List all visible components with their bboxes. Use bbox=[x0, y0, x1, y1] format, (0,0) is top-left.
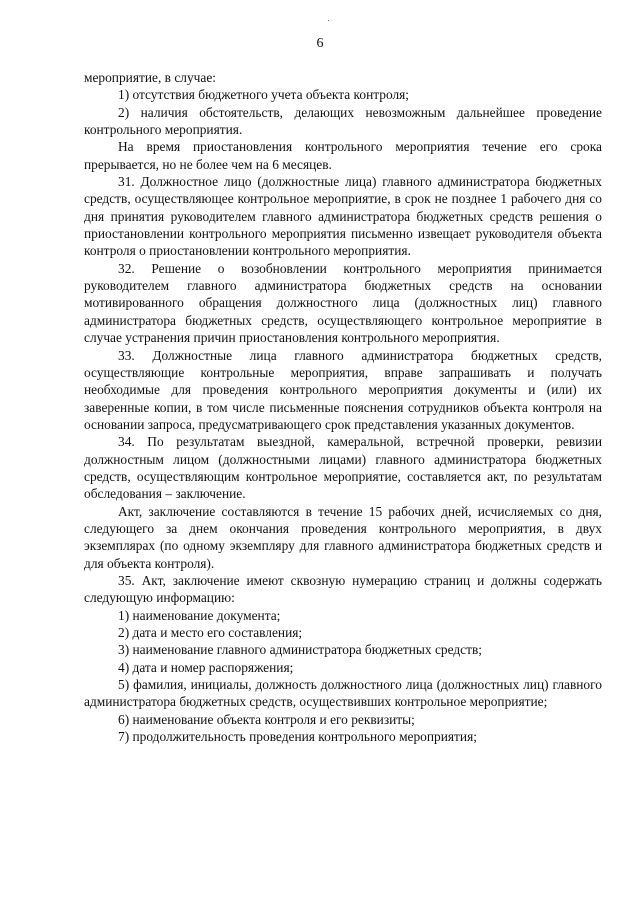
paragraph: 1) наименование документа; bbox=[118, 607, 281, 623]
page-number: 6 bbox=[316, 36, 324, 51]
paragraph: Акт, заключение составляются в течение 15 рабочих дней, исчисляемых со дня, следующего за днем окончания проведения контрольного мероприятия, в двух экземплярах (по одному экземпляру для главного администратора бюджетных средств и для объекта контроля). bbox=[84, 503, 602, 571]
paragraph: 6) наименование объекта контроля и его реквизиты; bbox=[118, 711, 415, 727]
paragraph: На время приостановления контрольного мероприятия течение его срока прерывается, но не более чем на 6 месяцев. bbox=[84, 139, 602, 172]
scan-speck bbox=[328, 20, 329, 21]
paragraph: 3) наименование главного администратора бюджетных средств; bbox=[118, 642, 483, 658]
paragraph: 7) продолжительность проведения контрольного мероприятия; bbox=[118, 729, 477, 745]
paragraph: 5) фамилия, инициалы, должность должностного лица (должностных лиц) главного администратора бюджетных средств, осуществивших контрольное мероприятие; bbox=[84, 677, 602, 710]
paragraph: 32. Решение о возобновлении контрольного мероприятия принимается руководителем главного администратора бюджетных средств на основании мотивированного обращения должностного лица (должностных лиц) главного администратора бюджетных средств, осуществляющего контрольное мероприятие в случае устранения причин приостановления контрольного мероприятия. bbox=[84, 260, 602, 346]
paragraph: 4) дата и номер распоряжения; bbox=[118, 659, 294, 675]
paragraph: 34. По результатам выездной, камеральной, встречной проверки, ревизии должностным лицом (должностными лицами) главного администратора бюджетных средств, осуществляющим контрольное мероприятие, составляется акт, по результатам обследования – заключение. bbox=[84, 434, 602, 502]
paragraph: 2) дата и место его составления; bbox=[118, 625, 303, 640]
paragraph: 1) отсутствия бюджетного учета объекта контроля; bbox=[118, 87, 410, 103]
paragraph: 35. Акт, заключение имеют сквозную нумерацию страниц и должны содержать следующую информацию: bbox=[84, 572, 602, 606]
document-body bbox=[84, 69, 602, 745]
paragraph: мероприятие, в случае: bbox=[84, 70, 216, 85]
paragraph: 33. Должностные лица главного администратора бюджетных средств, осуществляющие контрольные мероприятия, вправе запрашивать и получать необходимые для проведения контрольного мероприятия документы и (или) их заверенные копии, в том числе письменные пояснения сотрудников объекта контроля на основании запроса, предусматривающего срок представления указанных документов. bbox=[84, 347, 602, 432]
paragraph: 2) наличия обстоятельств, делающих невозможным дальнейшее проведение контрольного мероприятия. bbox=[84, 104, 602, 138]
paragraph: 31. Должностное лицо (должностные лица) главного администратора бюджетных средств, осуществляющее контрольное мероприятие, в срок не позднее 1 рабочего дня со дня принятия руководителем главного администратора бюджетных средств решения о приостановлении контрольного мероприятия письменно извещает руководителя объекта контроля о приостановлении контрольного мероприятия. bbox=[84, 174, 602, 259]
